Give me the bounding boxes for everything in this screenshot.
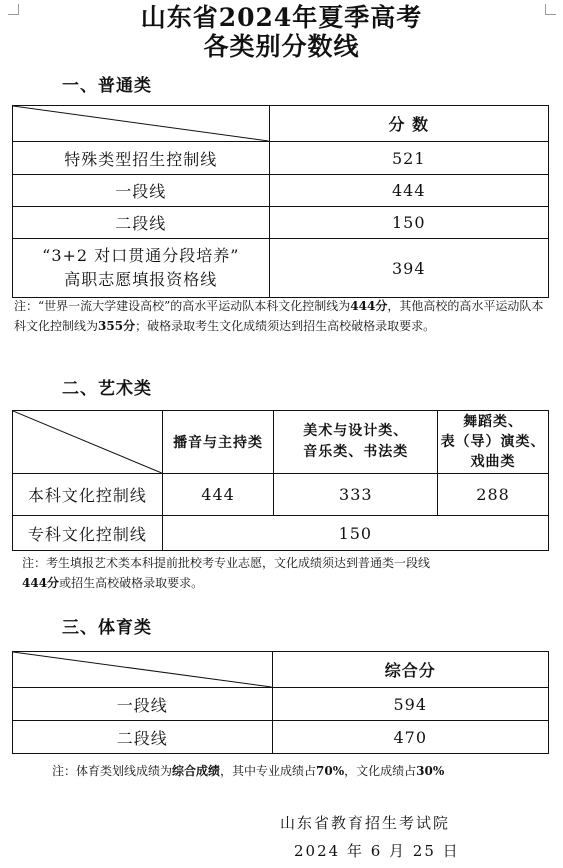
row-label <box>13 239 270 298</box>
row-label-line1: “3+2 对口贯通分段培养” <box>42 246 240 265</box>
general-note: 注：“世界一流大学建设高校”的高水平运动队本科文化控制线为444分，其他高校的高水平运动队本科文化控制线为355分；破格录取考生文化成绩须达到招生高校破格录取要求。 <box>14 299 544 333</box>
row-value: 333 <box>274 474 438 516</box>
diagonal-header-cell <box>13 652 273 688</box>
issue-date: 2024 年 6 月 25 日 <box>294 842 460 860</box>
row-value: 288 <box>438 474 549 516</box>
row-label-line2: 高职志愿填报资格线 <box>64 270 218 289</box>
composite-score-header: 综合分 <box>272 652 549 688</box>
art-header-col2: 美术与设计类、 音乐类、书法类 <box>274 411 438 474</box>
art-note: 注：考生填报艺术类本科提前批校考专业志愿，文化成绩须达到普通类一段线 444分或招生高校破格录取要求。 <box>22 556 431 590</box>
row-value: 394 <box>269 239 548 298</box>
row-value: 150 <box>162 516 548 551</box>
page-title: 山东省2024年夏季高考 <box>140 3 423 32</box>
row-label: 专科文化控制线 <box>13 516 163 551</box>
diagonal-header-cell <box>13 411 163 474</box>
sports-score-table <box>12 651 549 754</box>
row-value: 150 <box>269 207 548 239</box>
diagonal-header-cell <box>13 106 270 142</box>
general-score-table <box>12 105 549 298</box>
issuing-organization: 山东省教育招生考试院 <box>280 814 451 832</box>
row-label: 本科文化控制线 <box>13 474 163 516</box>
section-heading-general: 一、普通类 <box>62 76 152 96</box>
sports-note: 注：体育类划线成绩为综合成绩，其中专业成绩占70%，文化成绩占30% <box>52 764 445 778</box>
diagonal-line <box>13 652 272 687</box>
art-header-col3: 舞蹈类、 表（导）演类、 戏曲类 <box>438 411 549 474</box>
page-subtitle: 各类别分数线 <box>203 32 360 61</box>
row-label: 特殊类型招生控制线 <box>13 142 270 175</box>
row-value: 521 <box>269 142 548 175</box>
score-header: 分 数 <box>269 106 548 142</box>
row-value: 470 <box>272 721 549 754</box>
row-label: 二段线 <box>13 721 273 754</box>
row-value: 444 <box>269 175 548 207</box>
art-header-col1: 播音与主持类 <box>162 411 274 474</box>
row-label: 一段线 <box>13 175 270 207</box>
section-heading-art: 二、艺术类 <box>62 379 152 399</box>
diagonal-line <box>13 106 269 141</box>
row-label: 二段线 <box>13 207 270 239</box>
diagonal-line <box>13 411 162 473</box>
art-score-table <box>12 410 549 551</box>
row-value: 594 <box>272 688 549 721</box>
row-value: 444 <box>162 474 274 516</box>
row-label: 一段线 <box>13 688 273 721</box>
section-heading-sports: 三、体育类 <box>62 618 152 638</box>
